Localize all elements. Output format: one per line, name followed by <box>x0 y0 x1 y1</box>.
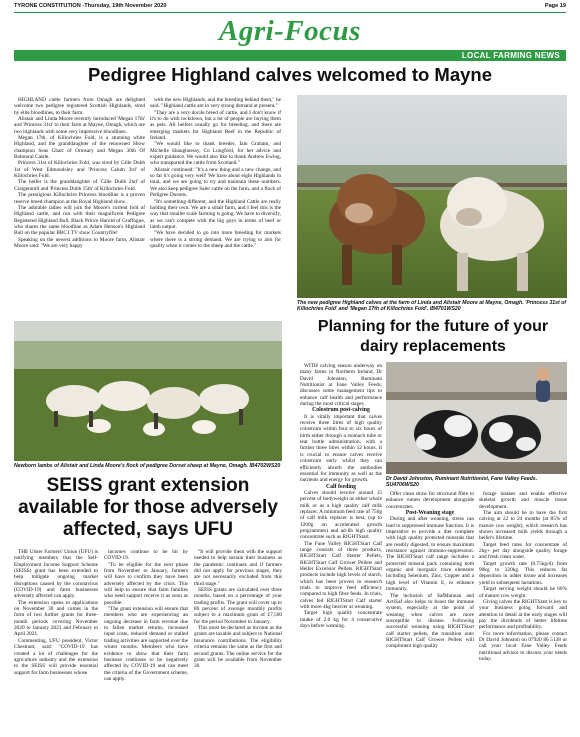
story2-headline: SEISS grant extension available for those adversely affected, says UFU <box>18 475 278 540</box>
paragraph: "We have decided to go into more breeding for markets where there is a strong demand. We are trying to aim for quality when it comes to the sheep and the cattle." <box>150 230 281 249</box>
masthead-page-number: Page 19 <box>544 3 566 9</box>
paragraph: "To be eligible for the next phase from November to January, farmers will have to confirm they have been adversely affected by the crisis. This will help to ensure that farm families who need support receive it as soon as possible. <box>104 561 188 606</box>
paragraph: It is vitally important that calves receive three litres of high quality colostrum within four to six hours of birth either through a stomach tube or teat bottle administration, with a further three litres within 12 hours. It is crucial to ensure calves receive colostrum early whilst they can efficiently absorb the antibodies essential for immunity as well as the nutrients and energy for growth. <box>300 413 382 484</box>
paragraph: The extension opens to applications on November 30 and comes in the form of two further grants for three-month periods covering November 2020 to January 2021 and February to April 2021. <box>14 599 98 638</box>
paragraph: This must be declared as income as the grants are taxable and subject to National Insurance contributions. The eligibility criteria remains the same as the first and second grants. The online service for the grant will be available from November 30. <box>194 625 282 670</box>
paragraph: Offer clean straw for structural fibre to enhance rumen development alongside concentrates. <box>386 491 474 510</box>
paragraph: Target high quality concentrate intake of 2.0 kg for 4 consecutive days before weaning. <box>300 610 382 630</box>
story3-headline: Planning for the future of your dairy replacements <box>317 318 549 355</box>
masthead-rule <box>14 12 566 13</box>
paragraph: "They are a very docile breed of cattle, and I don't know if it's to do with lockdown, but a lot of people are buying them as pets. All heifers usually go for breeding, and there are emerging markets for Highland Beef in the Republic of Ireland. <box>150 109 281 142</box>
paragraph: Speaking on the newest additions to Moore farm, Alistair Moore said: "We are very happy <box>14 236 145 249</box>
subheading: Colostrum post-calving <box>312 407 370 414</box>
story3-column-2 <box>386 491 474 722</box>
paragraph: incomes continue to be hit by COVID-19. <box>104 549 188 562</box>
paragraph: The aim should be to have the first calving at 22 to 24 months (at 85% of mature cow weight), which research has shown increased milk yields through a heifer's lifetime. <box>479 510 567 542</box>
section-banner <box>0 15 580 61</box>
dr-johnston-caption: Dr David Johnston, Ruminant Nutritionist, Fane Valley Feeds. SU4706WS20 <box>386 476 538 489</box>
paragraph: The Fane Valley RIGHTStart Calf range consists of three products, RIGHTStart Calf Starter Pellets, RIGHTStart Calf Grower Pellets and Heifer Excelsior Pellets. RIGHTStart products include high levels of starch, which has been proven in research trials to improve feed efficiency compared to high fibre feeds. In trials, calves fed RIGHTStart Calf starter with more 4kg heavier at weaning. <box>300 540 382 611</box>
paragraph: Alistair and Linda Moore recently introduced 'Megan 17th' and 'Princess 31st' to their farm at Mayne, Omagh, which are two highlands with some very impressive bloodlines. <box>14 116 145 135</box>
paragraph: forage intakes and enable effective skeletal growth and muscle tissue development. <box>479 491 567 510</box>
story2-column-2 <box>104 549 188 723</box>
section-title: Agri-Focus <box>219 15 361 47</box>
paragraph: Megan 17th, of Killochries Fold, is a stunning white Highland, and the granddaughter of the renowned Show champion Seas Ghart of Ormsary and Megan 30th Of Balmoral Castle. <box>14 135 145 161</box>
story3-column-1 <box>300 363 382 722</box>
paragraph: For more information, please contact Dr David Johnston on 07920 86 5138 or call your local Fane Valley Feeds nutritional advisor to discuss your needs today. <box>479 630 567 662</box>
dorset-sheep-caption: Newborn lambs of Alistair and Linda Moore's flock of pedigree Dorset sheep at Mayne, Omagh. IB4702WS20 <box>14 463 281 469</box>
story1-column-2 <box>150 97 281 320</box>
paragraph: Commenting, UFU president, Victor Chestnutt, said: "COVID-19 has created a lot of challenges for the agriculture industry and the extension to the SEISS will provide essential support for farm businesses whose <box>14 637 98 676</box>
subheading: Calf feeding <box>325 483 357 490</box>
paragraph: The heifer is the granddaughter of 'Gille Dubh 2nd' of Craigenmill and 'Princess Dubh 15th' of Killochries Fold. <box>14 179 145 192</box>
paragraph: WITH calving season underway on many farms in Northern Ireland, Dr David Johnston, Ruminant Nutritionist at Fane Valley Feeds, discusses some management tips to enhance calf health and performance during the most critical stages. <box>300 363 382 408</box>
paragraph: During and after weaning, stress can lead to suppressed immune function. It is imperative to provide a diet complete with high quality protected minerals that are readily digested, to ensure maximum resistance against immuno-suppression. The RIGHTStart calf range includes a protected mineral pack containing both organic and inorganic trace elements including Selenium, Zinc, Copper and a high level of Vitamin E, to enhance immunity. <box>386 516 474 593</box>
paragraph: "It's something different, and the Highland Cattle are really holding their own. We are a small farm, and I feel this is the way that smaller scale farming is going. We have to diversify, as we can't compete with the big guys in terms of beef or lamb output. <box>150 198 281 230</box>
paragraph: Princess 31st of Killochries Fold, was sired by Gille Dubh 1st of West Edmondsley and 'Princess Calum 3rd' of Killochries Fold. <box>14 160 145 180</box>
paragraph: The prestigious Killochries Princess bloodline is a proven reserve breed champion at the Royal Highland show. <box>14 192 145 205</box>
paragraph: THE Ulster Farmers' Union (UFU) is notifying members that the Self-Employment Income Support Scheme (SEISS) grant has been extended to help mitigate ongoing market disruptions caused by the coronavirus (COVID-19) and farm businesses adversely affected can apply. <box>14 549 98 600</box>
paragraph: with the new Highlands, and the breeding behind them," he said. "Highland cattle are in very strong demand at present." <box>150 97 281 110</box>
paragraph: The inclusion of SafMannan and ActiSaf also helps to boost the immune system, especially at the point of weaning when calves are more susceptible to disease. Following successful weaning using RIGHTStart calf starter pellets, the transition onto RIGHTStart Calf Grower Pellets will compliment high quality <box>386 592 474 650</box>
paragraph: Calves should receive around 15 percent of bodyweight as either whole milk or as a high quality calf milk replacer. A minimum feed rate of 750g of calf milk replacer is best, (up to 1200g on accelerated growth programmes) and ad-lib high quality concentrate such as RIGHTStart. <box>300 489 382 541</box>
highland-calves-caption: The new pedigree Highland calves at the farm of Linda and Alistair Moore at Mayne, Omagh. 'Princess 31st of Killochries Fold' and 'Megan 17th of Killochries Fold'. IB4701WS20 <box>297 300 567 313</box>
dorset-sheep-photo <box>14 321 282 461</box>
paragraph: Giving calves the RIGHTStart is key to your business going forward and attention to detail at the early stages will pay the dividends of better lifetime performance and profitability. <box>479 598 567 631</box>
paragraph: "It will provide them with the support needed to help sustain their business as the pandemic continues and if farmers did not apply for previous stages, they are not necessarily excluded from this third stage." <box>194 549 282 587</box>
paragraph: Target serving weight should be 60% of mature cow weight. <box>479 586 567 599</box>
paragraph: "We would like to thank breeder, Iain Graham, and Michelle Shaughnessy, Co Longford, for her advice and expert guidance. We would also like to thank Andrew Ewing, who transported the cattle from Scotland." <box>150 141 281 167</box>
paragraph: Alistair continued: "It's a new thing and a new change, and so far it's going very well! We have about eight Highlands in total, and we are going to try and maintain these numbers. We also keep pedigree Saler cattle on the farm, and a flock of Pedigree Dorsets. <box>150 166 281 199</box>
paragraph: HIGHLAND cattle farmers from Omagh are delighted welcome two pedigree registered Scottish Highlands, sired by elite bloodlines, to their farm. <box>14 97 145 116</box>
subheading: Post-Weaning stage <box>405 510 455 517</box>
story3-column-3 <box>479 491 567 722</box>
story1-column-1 <box>14 97 145 320</box>
dr-johnston-photo <box>386 362 567 474</box>
page-masthead <box>0 0 580 12</box>
story2-column-1 <box>14 549 98 723</box>
paragraph: SEISS grants are calculated over three months, based on a percentage of your trading profits. The grant will cover up to 80 percent of average monthly profits subject to a maximum grant of £7,500 for the period November to January. <box>194 587 282 625</box>
story2-column-3 <box>194 549 282 723</box>
paragraph: "The grant extension will ensure that members who are experiencing an ongoing decrease in farm revenue due to fallen market returns, increased input costs, reduced demand or stalled trading activities are supported over the winter months. Members who have evidence to show that their farm business continues to be negatively affected by COVID-19 and can meet the criteria of the Government scheme, can apply. <box>104 606 188 682</box>
masthead-date: TYRONE CONSTITUTION -Thursday, 19th November 2020 <box>14 3 167 9</box>
paragraph: The adorable ladies will join the Moore's current fold of Highland cattle, and run with their magnificent Pedigree Registered Highland Bull, Black Prince Harold of Graffogue, who shares the same bloodline as Adam Henson's Highland Bull on the popular BBC1 TV show Countryfile! <box>14 204 145 237</box>
section-subtitle: LOCAL FARMING NEWS <box>461 51 560 60</box>
paragraph: Target feed rates for concentrate of 2kg+ per day alongside quality forage and fresh clean water. <box>479 541 567 561</box>
highland-calves-photo <box>297 95 567 298</box>
story1-headline: Pedigree Highland calves welcomed to Mayne <box>87 64 493 85</box>
paragraph: Target growth rate (0.75kg/d) from 90kg to 320kg. This reduces fat deposition in udder tissue and increases yield in subsequent lactations. <box>479 560 567 586</box>
